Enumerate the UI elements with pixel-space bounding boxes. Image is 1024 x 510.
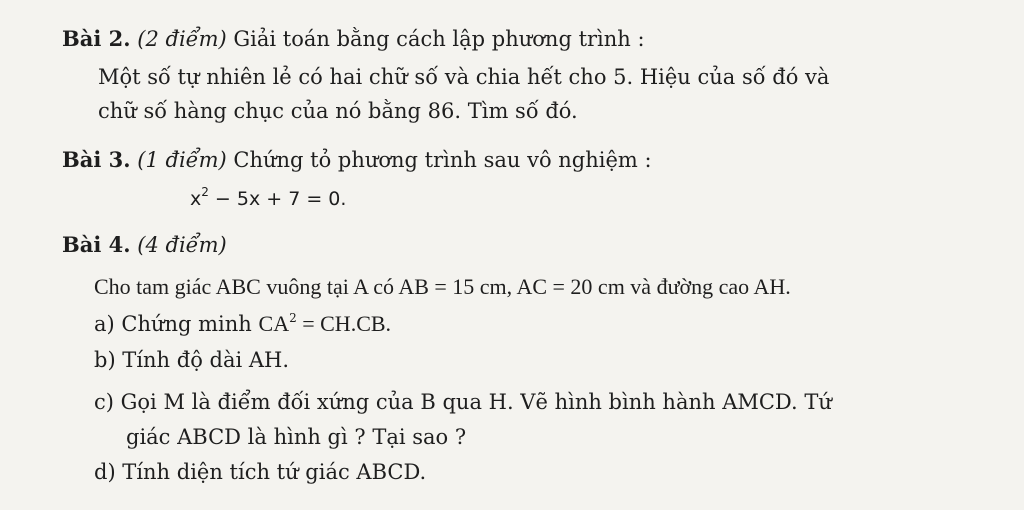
bai2-text-line2: chữ số hàng chục của nó bằng 86. Tìm số đó. [98,99,578,123]
bai3-heading [62,147,652,173]
bai4-part-b: b) Tính độ dài AH. [94,348,290,372]
bai4-heading [62,232,227,258]
bai4-a-ca: CA [258,311,290,336]
bai4-part-c-line2: giác ABCD là hình gì ? Tại sao ? [126,425,467,449]
bai3-eq-x: x [190,188,202,210]
bai4-label: Bài 4. [62,232,131,257]
bai4-a-rest: = CH.CB. [296,311,392,336]
bai2-heading [62,26,645,52]
bai4-part-d: d) Tính diện tích tứ giác ABCD. [94,460,427,484]
bai3-eq-rest: − 5x + 7 = 0. [208,188,347,210]
bai2-points: (2 điểm) [137,27,227,51]
bai2-label: Bài 2. [62,26,131,51]
bai3-eq-exponent: 2 [201,185,209,199]
bai4-part-c-line1: c) Gọi M là điểm đối xứng của B qua H. Vẽ hình bình hành AMCD. Tứ [94,390,832,414]
bai3-title: Chứng tỏ phương trình sau vô nghiệm : [233,148,652,172]
bai4-a-exponent: 2 [289,311,297,325]
bai4-points: (4 điểm) [137,233,227,257]
bai4-a-prefix: a) Chứng minh [94,312,259,336]
bai2-text-line1: Một số tự nhiên lẻ có hai chữ số và chia hết cho 5. Hiệu của số đó và [98,65,830,89]
bai4-intro: Cho tam giác ABC vuông tại A có AB = 15 cm, AC = 20 cm và đường cao AH. [94,274,791,299]
bai3-equation [190,186,346,212]
bai2-title: Giải toán bằng cách lập phương trình : [233,27,645,51]
bai4-part-a [94,311,391,337]
bai3-label: Bài 3. [62,147,131,172]
bai3-points: (1 điểm) [137,148,227,172]
